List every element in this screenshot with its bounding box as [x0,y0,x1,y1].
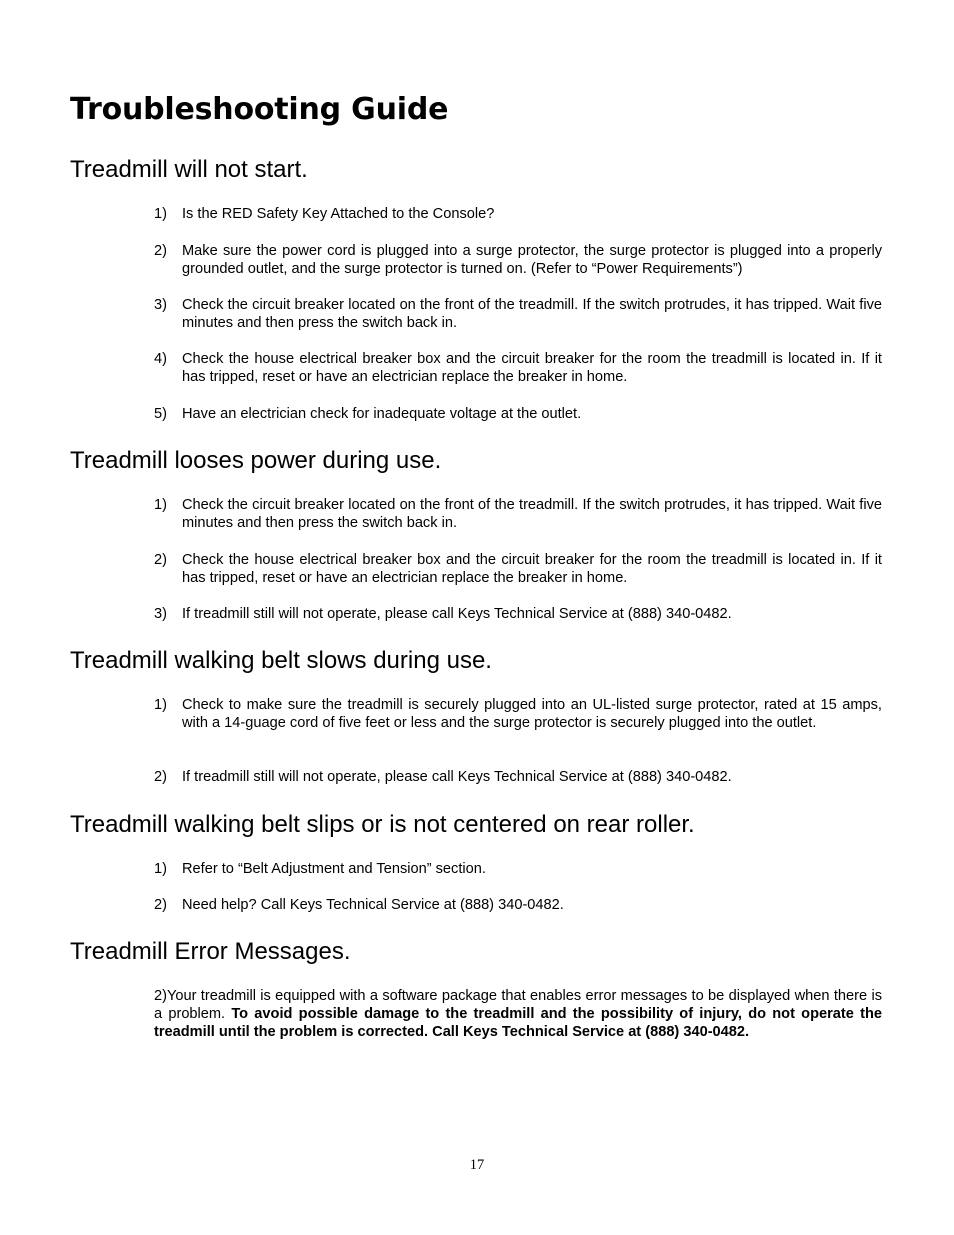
page-number: 17 [469,1157,485,1173]
list-item-text: Check to make sure the treadmill is securely plugged into an UL-listed surge protector, rated at 15 amps, with a 14-guage cord of five feet or less and the surge protector is securely plugged into the outlet. [182,697,882,731]
list-item [154,896,882,914]
list-item-text: Make sure the power cord is plugged into a surge protector, the surge protector is plugged into a properly grounded outlet, and the surge protector is turned on. (Refer to “Power Requirements”) [182,243,882,277]
list-item [154,350,882,386]
list-item-number: 2) [154,769,167,785]
list-item-number: 3) [154,606,167,622]
list-item [154,551,882,587]
list-item-number: 2) [154,897,167,913]
list-item-number: 5) [154,406,167,422]
list-item-number: 4) [154,351,167,367]
section-heading-will-not-start: Treadmill will not start. [70,156,308,183]
list-item [154,496,882,532]
list-item [154,242,882,278]
list-item [154,768,882,786]
list-item-number: 1) [154,697,167,713]
paragraph-warning-text: To avoid possible damage to the treadmill and the possibility of injury, do not operate the treadmill until the problem is corrected. Call Keys Technical Service at (888) 340-0482. [154,1006,882,1040]
list-item [154,296,882,332]
list-item [154,605,882,623]
list-item-number: 2) [154,243,167,259]
list-item-text: Check the house electrical breaker box and the circuit breaker for the room the treadmill is located in. If it has tripped, reset or have an electrician replace the breaker in home. [182,552,882,586]
list-item-text: Refer to “Belt Adjustment and Tension” section. [182,861,486,877]
list-item-text: Have an electrician check for inadequate voltage at the outlet. [182,406,582,422]
section-heading-error-messages: Treadmill Error Messages. [70,938,351,965]
list-item-number: 3) [154,297,167,313]
list-item [154,696,882,732]
list-item [154,405,882,423]
section-heading-belt-slows: Treadmill walking belt slows during use. [70,647,492,674]
list-item-text: If treadmill still will not operate, please call Keys Technical Service at (888) 340-0482. [182,606,732,622]
list-item-text: Is the RED Safety Key Attached to the Console? [182,206,495,222]
list-item-number: 1) [154,861,167,877]
list-item-text: Check the circuit breaker located on the front of the treadmill. If the switch protrudes, it has tripped. Wait five minutes and then press the switch back in. [182,297,882,331]
list-item-text: If treadmill still will not operate, please call Keys Technical Service at (888) 340-0482. [182,769,732,785]
page-title: Troubleshooting Guide [70,92,449,127]
paragraph-normal-text: 2)Your treadmill is equipped with a software package that enables error messages to be displayed when there is a problem. [154,988,882,1022]
section-heading-looses-power: Treadmill looses power during use. [70,447,442,474]
list-item-text: Need help? Call Keys Technical Service at (888) 340-0482. [182,897,564,913]
list-item-number: 1) [154,497,167,513]
section-heading-belt-slips: Treadmill walking belt slips or is not centered on rear roller. [70,811,695,838]
list-item-text: Check the circuit breaker located on the front of the treadmill. If the switch protrudes, it has tripped. Wait five minutes and then press the switch back in. [182,497,882,531]
list-item-number: 2) [154,552,167,568]
list-item [154,860,882,878]
list-item [154,205,882,223]
list-item-text: Check the house electrical breaker box and the circuit breaker for the room the treadmill is located in. If it has tripped, reset or have an electrician replace the breaker in home. [182,351,882,385]
list-item-number: 1) [154,206,167,222]
error-messages-paragraph [154,987,882,1041]
